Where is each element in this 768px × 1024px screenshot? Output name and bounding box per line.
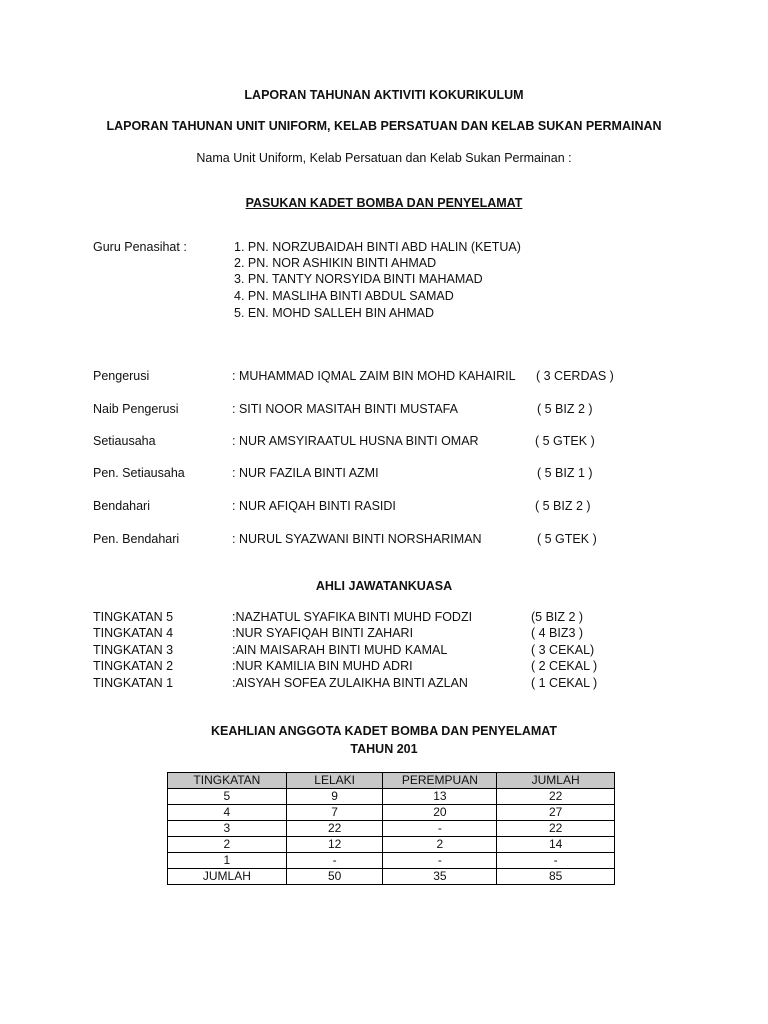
table-cell: - [286, 853, 383, 869]
committee-class: (5 BIZ 2 ) [531, 610, 584, 624]
officer-role: Pen. Bendahari [93, 532, 180, 546]
committee-heading: AHLI JAWATANKUASA [315, 579, 453, 593]
officer-name: : NUR AFIQAH BINTI RASIDI [232, 499, 396, 513]
table-row [168, 821, 615, 837]
table-cell: 35 [383, 869, 497, 885]
committee-class: ( 1 CEKAL ) [531, 676, 598, 690]
committee-class: ( 2 CEKAL ) [531, 659, 598, 673]
table-cell: 2 [168, 837, 287, 853]
officer-class: ( 5 BIZ 2 ) [535, 499, 591, 513]
committee-level: TINGKATAN 1 [93, 676, 174, 690]
table-row [168, 805, 615, 821]
column-header: TINGKATAN [168, 773, 287, 789]
officer-class: ( 5 BIZ 1 ) [537, 466, 593, 480]
officer-role: Pen. Setiausaha [93, 466, 185, 480]
officer-role: Naib Pengerusi [93, 402, 179, 416]
table-cell: 7 [286, 805, 383, 821]
guru-item: 3. PN. TANTY NORSYIDA BINTI MAHAMAD [234, 272, 483, 286]
officer-class: ( 5 GTEK ) [537, 532, 597, 546]
committee-name: :AISYAH SOFEA ZULAIKHA BINTI AZLAN [232, 676, 468, 690]
column-header: PEREMPUAN [383, 773, 497, 789]
committee-class: ( 4 BIZ3 ) [531, 626, 584, 640]
membership-year: TAHUN 201 [350, 742, 418, 756]
table-cell: 85 [497, 869, 615, 885]
table-cell: 3 [168, 821, 287, 837]
officer-class: ( 5 GTEK ) [535, 434, 595, 448]
unit-prompt: Nama Unit Uniform, Kelab Persatuan dan Kelab Sukan Permainan : [196, 151, 572, 165]
officer-name: : SITI NOOR MASITAH BINTI MUSTAFA [232, 402, 458, 416]
table-header-row [168, 773, 615, 789]
committee-class: ( 3 CEKAL) [531, 643, 595, 657]
officer-name: : NUR AMSYIRAATUL HUSNA BINTI OMAR [232, 434, 479, 448]
table-cell: JUMLAH [168, 869, 287, 885]
officer-role: Pengerusi [93, 369, 150, 383]
committee-level: TINGKATAN 3 [93, 643, 174, 657]
guru-item: 5. EN. MOHD SALLEH BIN AHMAD [234, 306, 435, 320]
table-total-row [168, 869, 615, 885]
table-cell: 22 [497, 821, 615, 837]
committee-name: :NUR SYAFIQAH BINTI ZAHARI [232, 626, 414, 640]
column-header: LELAKI [286, 773, 383, 789]
officer-class: ( 3 CERDAS ) [536, 369, 614, 383]
report-title: LAPORAN TAHUNAN AKTIVITI KOKURIKULUM [244, 88, 524, 102]
committee-level: TINGKATAN 4 [93, 626, 174, 640]
table-cell: 2 [383, 837, 497, 853]
officer-role: Setiausaha [93, 434, 156, 448]
committee-name: :AIN MAISARAH BINTI MUHD KAMAL [232, 643, 448, 657]
table-cell: 22 [497, 789, 615, 805]
table-row [168, 789, 615, 805]
report-subtitle: LAPORAN TAHUNAN UNIT UNIFORM, KELAB PERSATUAN DAN KELAB SUKAN PERMAINAN [106, 119, 662, 133]
table-cell: 20 [383, 805, 497, 821]
committee-level: TINGKATAN 2 [93, 659, 174, 673]
officer-class: ( 5 BIZ 2 ) [537, 402, 593, 416]
table-cell: 4 [168, 805, 287, 821]
table-cell: 9 [286, 789, 383, 805]
table-row [168, 853, 615, 869]
committee-level: TINGKATAN 5 [93, 610, 174, 624]
membership-heading: KEAHLIAN ANGGOTA KADET BOMBA DAN PENYELAMAT [210, 724, 558, 738]
table-cell: - [383, 821, 497, 837]
table-cell: 22 [286, 821, 383, 837]
table-cell: 1 [168, 853, 287, 869]
table-row [168, 837, 615, 853]
unit-name: PASUKAN KADET BOMBA DAN PENYELAMAT [245, 196, 523, 210]
officer-name: : NURUL SYAZWANI BINTI NORSHARIMAN [232, 532, 482, 546]
table-cell: 12 [286, 837, 383, 853]
table-cell: 13 [383, 789, 497, 805]
officer-name: : MUHAMMAD IQMAL ZAIM BIN MOHD KAHAIRIL [232, 369, 516, 383]
table-cell: 5 [168, 789, 287, 805]
committee-name: :NAZHATUL SYAFIKA BINTI MUHD FODZI [232, 610, 473, 624]
membership-table [167, 772, 615, 885]
committee-name: :NUR KAMILIA BIN MUHD ADRI [232, 659, 413, 673]
officer-name: : NUR FAZILA BINTI AZMI [232, 466, 379, 480]
guru-item: 4. PN. MASLIHA BINTI ABDUL SAMAD [234, 289, 454, 303]
guru-item: 1. PN. NORZUBAIDAH BINTI ABD HALIN (KETUA) [234, 240, 521, 254]
table-cell: 14 [497, 837, 615, 853]
table-cell: 50 [286, 869, 383, 885]
table-cell: - [383, 853, 497, 869]
column-header: JUMLAH [497, 773, 615, 789]
table-cell: - [497, 853, 615, 869]
guru-label: Guru Penasihat : [93, 240, 187, 254]
guru-item: 2. PN. NOR ASHIKIN BINTI AHMAD [234, 256, 437, 270]
table-cell: 27 [497, 805, 615, 821]
officer-role: Bendahari [93, 499, 150, 513]
